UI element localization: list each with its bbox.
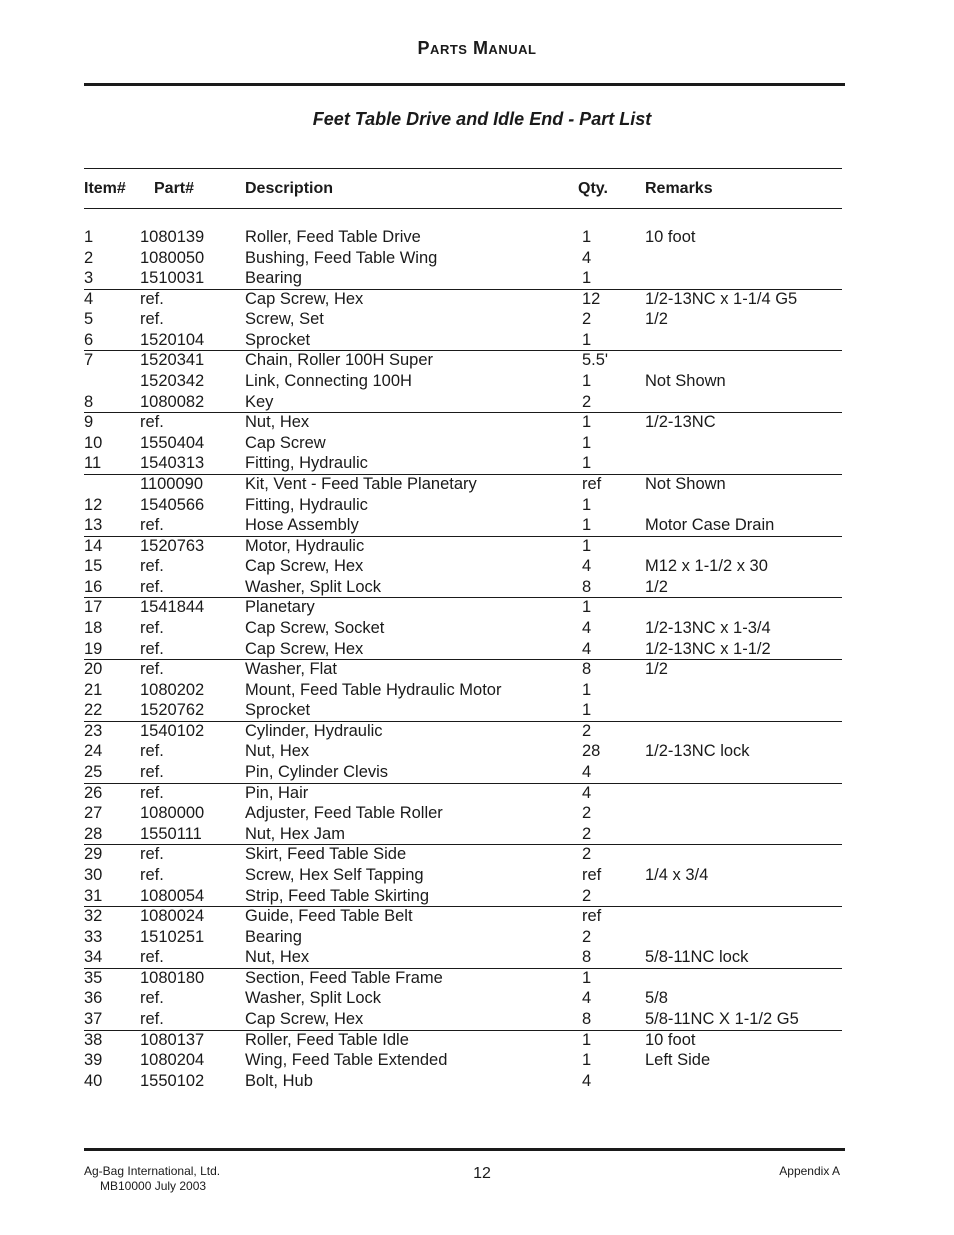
table-row xyxy=(0,474,954,495)
cell-description: Bearing xyxy=(245,927,302,946)
cell-item: 6 xyxy=(84,330,94,349)
cell-qty: ref xyxy=(582,474,602,493)
cell-part-number: 1550111 xyxy=(140,824,202,843)
cell-description: Screw, Set xyxy=(245,310,324,329)
cell-remarks: 1/2-13NC lock xyxy=(645,742,750,761)
table-row xyxy=(0,268,954,289)
table-row xyxy=(0,515,954,536)
cell-qty: 4 xyxy=(582,557,592,576)
cell-qty: 4 xyxy=(582,639,592,658)
table-row xyxy=(0,556,954,577)
cell-item: 23 xyxy=(84,721,103,740)
cell-description: Bushing, Feed Table Wing xyxy=(245,248,438,267)
cell-description: Nut, Hex xyxy=(245,948,310,967)
cell-item: 15 xyxy=(84,557,103,576)
cell-remarks: 1/2-13NC x 1-3/4 xyxy=(645,618,771,637)
cell-remarks: 10 foot xyxy=(645,228,696,246)
cell-description: Cylinder, Hydraulic xyxy=(245,721,383,740)
cell-qty: 1 xyxy=(582,495,592,514)
cell-remarks: 5/8 xyxy=(645,989,668,1008)
cell-item: 27 xyxy=(84,804,103,823)
cell-item: 31 xyxy=(84,886,103,905)
cell-part-number: ref. xyxy=(140,577,164,596)
cell-description: Link, Connecting 100H xyxy=(245,372,412,391)
cell-description: Sprocket xyxy=(245,701,311,720)
cell-qty: 1 xyxy=(582,680,592,699)
cell-item: 8 xyxy=(84,392,94,411)
cell-description: Screw, Hex Self Tapping xyxy=(245,865,424,884)
cell-item: 30 xyxy=(84,865,103,884)
cell-part-number: ref. xyxy=(140,289,164,308)
cell-remarks: M12 x 1-1/2 x 30 xyxy=(645,557,768,576)
footer-company: Ag-Bag International, Ltd. xyxy=(84,1164,221,1178)
cell-description: Cap Screw, Hex xyxy=(245,639,364,658)
cell-qty: 2 xyxy=(582,721,592,740)
cell-description: Nut, Hex Jam xyxy=(245,824,345,843)
cell-description: Hose Assembly xyxy=(245,516,359,535)
cell-item: 14 xyxy=(84,536,103,555)
cell-part-number: 1080139 xyxy=(140,228,205,246)
cell-part-number: ref. xyxy=(140,1009,164,1028)
cell-qty: 8 xyxy=(582,1009,592,1028)
table-row xyxy=(0,1050,954,1071)
cell-part-number: 1080204 xyxy=(140,1051,205,1070)
page-number: 12 xyxy=(473,1165,491,1182)
cell-qty: 2 xyxy=(582,927,592,946)
cell-qty: 1 xyxy=(582,516,592,535)
cell-item: 35 xyxy=(84,968,103,987)
cell-part-number: ref. xyxy=(140,845,164,864)
cell-qty: 1 xyxy=(582,413,592,432)
cell-part-number: 1080054 xyxy=(140,886,205,905)
table-row xyxy=(0,536,954,557)
cell-item: 3 xyxy=(84,269,94,288)
cell-qty: 4 xyxy=(582,763,592,782)
cell-part-number: 1510031 xyxy=(140,269,205,288)
cell-qty: 2 xyxy=(582,845,592,864)
cell-remarks: Not Shown xyxy=(645,372,726,391)
cell-item: 19 xyxy=(84,639,103,658)
table-row xyxy=(0,886,954,907)
cell-part-number: 1550102 xyxy=(140,1071,205,1090)
cell-remarks: 1/2 xyxy=(645,660,668,679)
cell-item: 25 xyxy=(84,763,103,782)
cell-description: Nut, Hex xyxy=(245,413,310,432)
cell-part-number: 1510251 xyxy=(140,927,205,946)
cell-description: Skirt, Feed Table Side xyxy=(245,845,407,864)
table-row xyxy=(0,577,954,598)
cell-item: 9 xyxy=(84,413,94,432)
cell-item: 1 xyxy=(84,228,94,246)
table-row xyxy=(0,803,954,824)
footer-doc-id: MB10000 July 2003 xyxy=(100,1179,207,1193)
cell-qty: 2 xyxy=(582,886,592,905)
cell-description: Bolt, Hub xyxy=(245,1071,313,1090)
table-row xyxy=(0,618,954,639)
cell-part-number: ref. xyxy=(140,516,164,535)
cell-qty: 1 xyxy=(582,1051,592,1070)
cell-qty: 1 xyxy=(582,968,592,987)
table-row xyxy=(0,330,954,351)
footer-rule xyxy=(84,1148,845,1151)
table-row xyxy=(0,721,954,742)
cell-description: Cap Screw xyxy=(245,433,326,452)
cell-part-number: ref. xyxy=(140,742,164,761)
column-header-description: Description xyxy=(245,180,334,197)
cell-item: 24 xyxy=(84,742,103,761)
cell-description: Cap Screw, Hex xyxy=(245,557,364,576)
table-row xyxy=(0,700,954,721)
cell-description: Cap Screw, Socket xyxy=(245,618,385,637)
table-row xyxy=(0,844,954,865)
cell-part-number: ref. xyxy=(140,989,164,1008)
cell-item: 36 xyxy=(84,989,103,1008)
cell-part-number: 1080082 xyxy=(140,392,205,411)
cell-description: Roller, Feed Table Drive xyxy=(245,228,421,246)
table-row xyxy=(0,495,954,516)
cell-item: 10 xyxy=(84,433,103,452)
table-row xyxy=(0,453,954,474)
table-header-rule xyxy=(84,208,842,209)
cell-qty: 1 xyxy=(582,454,592,473)
cell-qty: 4 xyxy=(582,618,592,637)
column-header-part: Part# xyxy=(154,180,195,197)
table-row xyxy=(0,947,954,968)
cell-description: Chain, Roller 100H Super xyxy=(245,351,434,370)
cell-item: 5 xyxy=(84,310,94,329)
cell-qty: 4 xyxy=(582,783,592,802)
cell-qty: 1 xyxy=(582,1030,592,1049)
cell-qty: 4 xyxy=(582,1071,592,1090)
table-row xyxy=(0,412,954,433)
cell-description: Nut, Hex xyxy=(245,742,310,761)
cell-item: 2 xyxy=(84,248,94,267)
cell-part-number: 1540313 xyxy=(140,454,205,473)
cell-item: 11 xyxy=(84,454,102,473)
cell-part-number: ref. xyxy=(140,763,164,782)
table-row xyxy=(0,597,954,618)
cell-description: Sprocket xyxy=(245,330,311,349)
table-row xyxy=(0,248,954,269)
table-row xyxy=(0,865,954,886)
cell-item: 26 xyxy=(84,783,103,802)
cell-description: Planetary xyxy=(245,598,315,617)
cell-qty: 1 xyxy=(582,433,592,452)
cell-description: Bearing xyxy=(245,269,302,288)
cell-description: Pin, Cylinder Clevis xyxy=(245,763,389,782)
cell-description: Washer, Split Lock xyxy=(245,989,382,1008)
cell-item: 34 xyxy=(84,948,103,967)
document-title: Feet Table Drive and Idle End - Part List xyxy=(312,109,652,129)
table-top-rule xyxy=(84,168,842,169)
cell-remarks: 1/2 xyxy=(645,310,668,329)
cell-qty: 2 xyxy=(582,310,592,329)
cell-description: Fitting, Hydraulic xyxy=(245,495,368,514)
cell-qty: 1 xyxy=(582,372,592,391)
cell-item: 16 xyxy=(84,577,103,596)
cell-item: 17 xyxy=(84,598,103,617)
cell-qty: 4 xyxy=(582,248,592,267)
cell-remarks: 1/2-13NC x 1-1/4 G5 xyxy=(645,289,798,308)
cell-qty: 8 xyxy=(582,948,592,967)
cell-qty: 28 xyxy=(582,742,601,761)
cell-qty: ref xyxy=(582,865,602,884)
cell-qty: 4 xyxy=(582,989,592,1008)
cell-qty: 5.5' xyxy=(582,351,609,370)
cell-description: Washer, Flat xyxy=(245,660,337,679)
cell-part-number: ref. xyxy=(140,618,164,637)
table-row xyxy=(0,1030,954,1051)
cell-part-number: ref. xyxy=(140,660,164,679)
cell-item: 18 xyxy=(84,618,103,637)
table-row xyxy=(0,371,954,392)
cell-item: 28 xyxy=(84,824,103,843)
cell-qty: 1 xyxy=(582,536,592,555)
cell-item: 33 xyxy=(84,927,103,946)
cell-remarks: Not Shown xyxy=(645,474,726,493)
cell-item: 12 xyxy=(84,495,103,514)
cell-part-number: 1520341 xyxy=(140,351,205,370)
cell-qty: 8 xyxy=(582,577,592,596)
cell-description: Motor, Hydraulic xyxy=(245,536,365,555)
cell-item: 37 xyxy=(84,1009,103,1028)
cell-item: 13 xyxy=(84,516,103,535)
cell-remarks: 5/8-11NC X 1-1/2 G5 xyxy=(645,1009,799,1028)
cell-item: 32 xyxy=(84,907,103,926)
cell-qty: ref xyxy=(582,907,602,926)
cell-description: Strip, Feed Table Skirting xyxy=(245,886,430,905)
cell-description: Fitting, Hydraulic xyxy=(245,454,368,473)
cell-part-number: ref. xyxy=(140,948,164,967)
table-row xyxy=(0,783,954,804)
cell-part-number: 1540102 xyxy=(140,721,205,740)
cell-part-number: 1100090 xyxy=(140,474,204,493)
column-header-qty: Qty. xyxy=(578,180,608,197)
cell-item: 7 xyxy=(84,351,94,370)
cell-description: Cap Screw, Hex xyxy=(245,1009,364,1028)
cell-part-number: ref. xyxy=(140,413,164,432)
cell-part-number: ref. xyxy=(140,639,164,658)
cell-item: 21 xyxy=(84,680,103,699)
cell-part-number: 1520762 xyxy=(140,701,205,720)
table-row xyxy=(0,433,954,454)
cell-qty: 2 xyxy=(582,392,592,411)
cell-description: Guide, Feed Table Belt xyxy=(245,907,413,926)
cell-part-number: 1080000 xyxy=(140,804,205,823)
cell-description: Kit, Vent - Feed Table Planetary xyxy=(245,474,477,493)
table-row xyxy=(0,762,954,783)
cell-description: Section, Feed Table Frame xyxy=(245,968,443,987)
cell-item: 40 xyxy=(84,1071,103,1090)
table-row xyxy=(0,988,954,1009)
cell-description: Wing, Feed Table Extended xyxy=(245,1051,448,1070)
cell-description: Cap Screw, Hex xyxy=(245,289,364,308)
table-row xyxy=(0,309,954,330)
cell-remarks: Motor Case Drain xyxy=(645,516,775,535)
cell-item: 4 xyxy=(84,289,94,308)
cell-part-number: 1080137 xyxy=(140,1030,205,1049)
cell-part-number: ref. xyxy=(140,865,164,884)
cell-description: Washer, Split Lock xyxy=(245,577,382,596)
table-row xyxy=(0,741,954,762)
table-row xyxy=(0,680,954,701)
cell-part-number: ref. xyxy=(140,783,164,802)
cell-remarks: 5/8-11NC lock xyxy=(645,948,749,967)
cell-item: 29 xyxy=(84,845,103,864)
cell-remarks: Left Side xyxy=(645,1051,711,1070)
cell-part-number: 1520763 xyxy=(140,536,205,555)
table-row xyxy=(0,968,954,989)
parts-table-body xyxy=(0,227,954,1091)
table-row xyxy=(0,227,954,248)
cell-description: Roller, Feed Table Idle xyxy=(245,1030,409,1049)
cell-qty: 1 xyxy=(582,598,592,617)
cell-remarks: 1/2-13NC x 1-1/2 xyxy=(645,639,771,658)
table-row xyxy=(0,659,954,680)
cell-part-number: 1540566 xyxy=(140,495,205,514)
column-header-remarks: Remarks xyxy=(645,180,713,197)
cell-description: Key xyxy=(245,392,274,411)
cell-description: Adjuster, Feed Table Roller xyxy=(245,804,443,823)
table-row xyxy=(0,906,954,927)
cell-qty: 2 xyxy=(582,804,592,823)
cell-part-number: 1541844 xyxy=(140,598,205,617)
cell-item: 39 xyxy=(84,1051,103,1070)
cell-qty: 1 xyxy=(582,228,592,246)
column-header-item: Item# xyxy=(84,180,126,197)
cell-remarks: 1/4 x 3/4 xyxy=(645,865,709,884)
cell-part-number: 1520342 xyxy=(140,372,205,391)
cell-item: 38 xyxy=(84,1030,103,1049)
cell-qty: 2 xyxy=(582,824,592,843)
cell-qty: 1 xyxy=(582,269,592,288)
cell-part-number: 1550404 xyxy=(140,433,205,452)
cell-qty: 12 xyxy=(582,289,601,308)
table-row xyxy=(0,1071,954,1092)
cell-remarks: 1/2 xyxy=(645,577,668,596)
cell-part-number: 1520104 xyxy=(140,330,205,349)
cell-part-number: 1080050 xyxy=(140,248,205,267)
table-row xyxy=(0,392,954,413)
cell-qty: 8 xyxy=(582,660,592,679)
table-row xyxy=(0,927,954,948)
cell-part-number: ref. xyxy=(140,310,164,329)
table-row xyxy=(0,824,954,845)
cell-part-number: ref. xyxy=(140,557,164,576)
table-row xyxy=(0,639,954,660)
page-header: Parts Manual xyxy=(417,38,537,58)
cell-description: Pin, Hair xyxy=(245,783,309,802)
cell-part-number: 1080024 xyxy=(140,907,205,926)
cell-part-number: 1080202 xyxy=(140,680,205,699)
cell-description: Mount, Feed Table Hydraulic Motor xyxy=(245,680,502,699)
table-row xyxy=(0,1009,954,1030)
cell-qty: 1 xyxy=(582,701,592,720)
table-row xyxy=(0,289,954,310)
cell-part-number: 1080180 xyxy=(140,968,205,987)
cell-item: 20 xyxy=(84,660,103,679)
cell-item: 22 xyxy=(84,701,103,720)
cell-remarks: 10 foot xyxy=(645,1030,696,1049)
footer-section: Appendix A xyxy=(779,1164,840,1178)
cell-remarks: 1/2-13NC xyxy=(645,413,716,432)
header-rule xyxy=(84,83,845,86)
table-row xyxy=(0,350,954,371)
cell-qty: 1 xyxy=(582,330,592,349)
